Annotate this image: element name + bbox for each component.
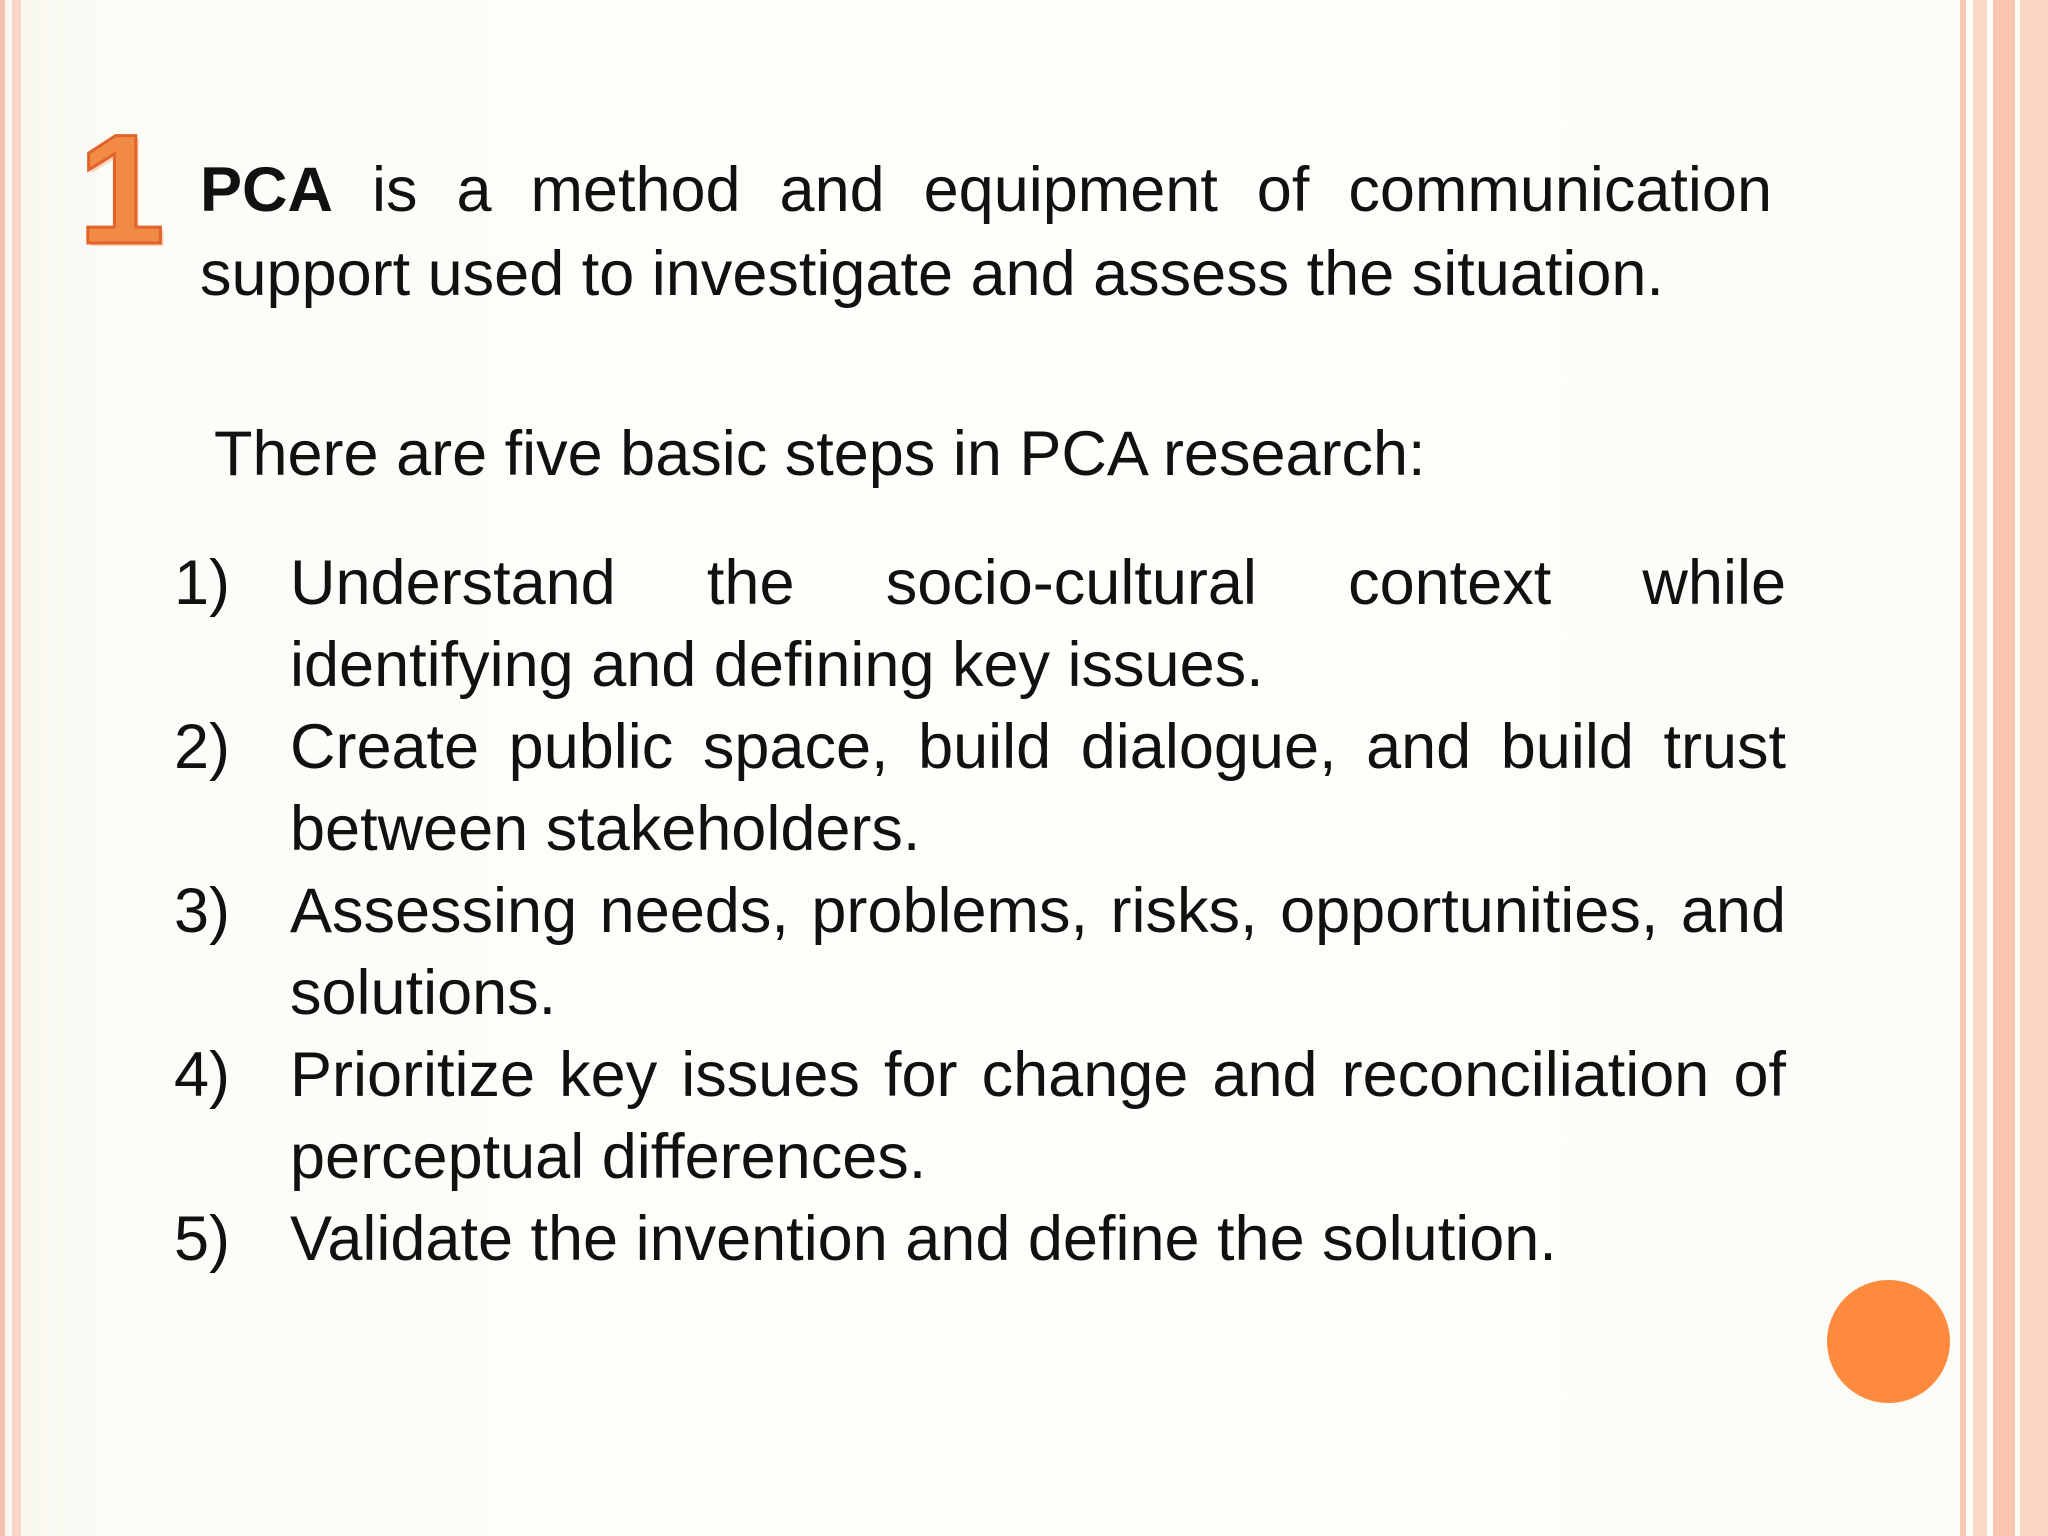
step-item bbox=[174, 706, 1786, 870]
intro-text: is a method and equipment of communication support used to investigate and assess the situation. bbox=[200, 155, 1772, 309]
step-number: 5) bbox=[174, 1204, 231, 1274]
step-item bbox=[174, 1198, 1786, 1280]
step-item bbox=[174, 870, 1786, 1034]
slide-number: 1 bbox=[78, 103, 165, 277]
right-border-stripe-3 bbox=[1993, 0, 2015, 1536]
right-border-stripe-1 bbox=[1960, 0, 1966, 1536]
intro-paragraph bbox=[200, 148, 1772, 316]
steps-lead: There are five basic steps in PCA research: bbox=[214, 419, 1426, 489]
step-text: Validate the invention and define the solution. bbox=[290, 1204, 1557, 1274]
step-text: Understand the socio-cultural context while identifying and defining key issues. bbox=[290, 548, 1786, 700]
step-number: 1) bbox=[174, 548, 231, 618]
step-number: 3) bbox=[174, 876, 231, 946]
step-item bbox=[174, 1034, 1786, 1198]
steps-list bbox=[174, 542, 1786, 1280]
orange-circle-decoration bbox=[1827, 1280, 1950, 1403]
left-border-stripe-outer bbox=[0, 0, 5, 1536]
step-item bbox=[174, 542, 1786, 706]
step-text: Assessing needs, problems, risks, opportunities, and solutions. bbox=[290, 876, 1786, 1028]
right-border-stripe-2 bbox=[1973, 0, 1987, 1536]
left-border-stripe-inner bbox=[12, 0, 21, 1536]
step-number: 2) bbox=[174, 712, 231, 782]
step-text: Prioritize key issues for change and reconciliation of perceptual differences. bbox=[290, 1040, 1786, 1192]
step-text: Create public space, build dialogue, and build trust between stakeholders. bbox=[290, 712, 1786, 864]
step-number: 4) bbox=[174, 1040, 231, 1110]
intro-term: PCA bbox=[200, 155, 334, 225]
right-border-stripe-4 bbox=[2020, 0, 2048, 1536]
